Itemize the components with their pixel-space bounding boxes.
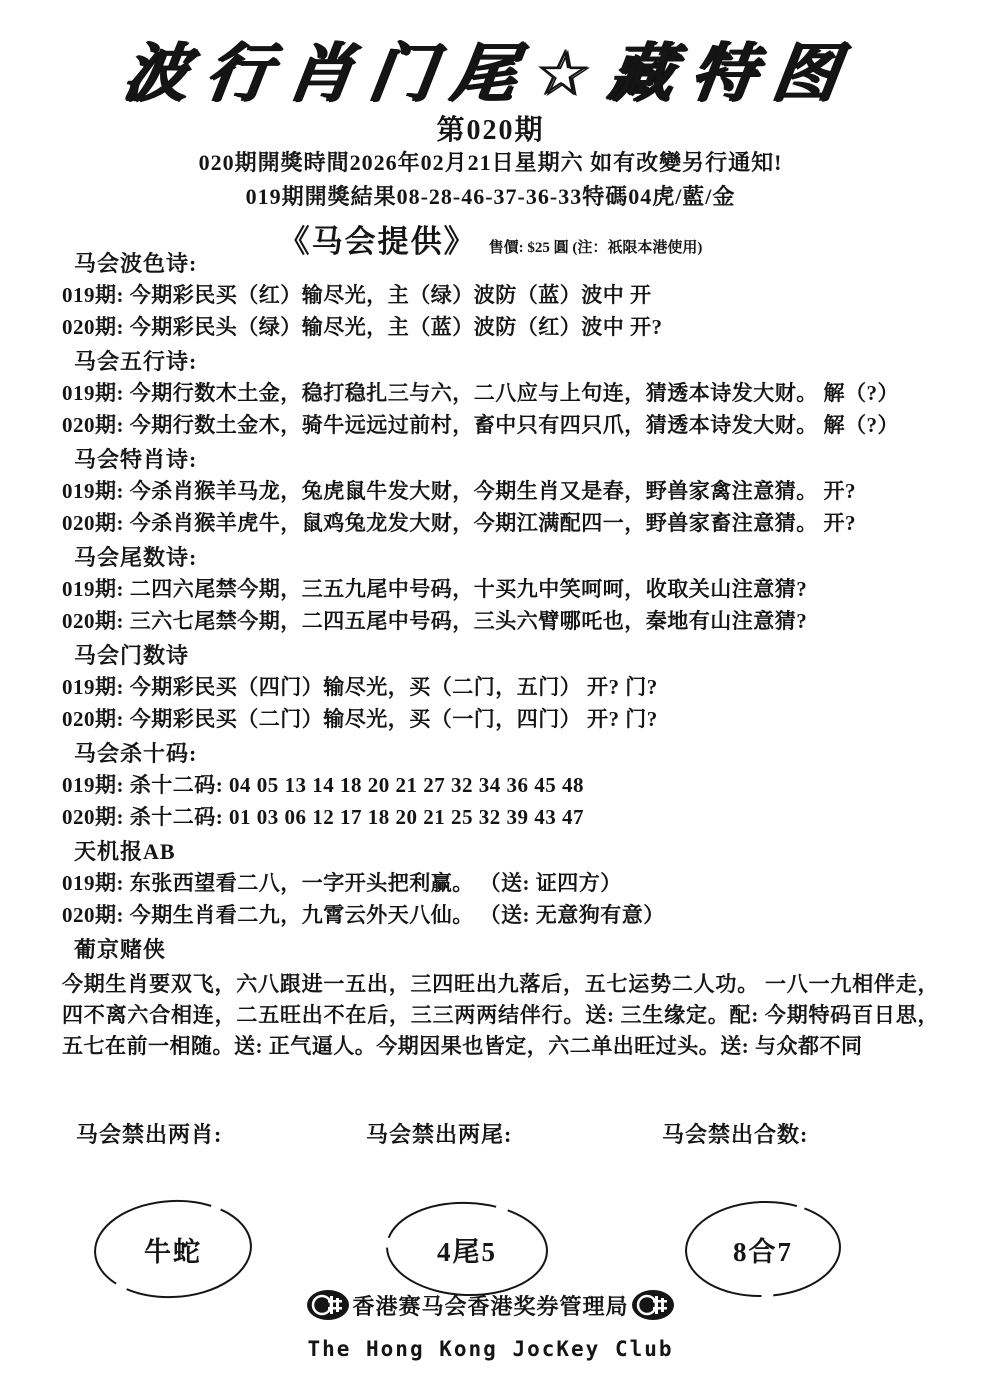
poem-line: 019期: 今期行数木土金，稳打稳扎三与六，二八应与上句连，猜透本诗发大财。 解（?） <box>62 381 899 405</box>
forbidden-heading: 马会禁出合数: <box>662 1122 809 1147</box>
forbidden-value: 8合7 <box>733 1237 793 1267</box>
poem-line: 019期: 今期彩民买（四门）输尽光，买（二门，五门） 开? 门? <box>62 675 658 699</box>
footer-org-row <box>306 1288 674 1322</box>
section-tianji-report <box>62 840 939 928</box>
section-heading: 马会尾数诗: <box>74 545 198 570</box>
poem-sections <box>62 252 939 1072</box>
poem-line: 020期: 今期行数土金木，骑牛远远过前村，畜中只有四只爪，猜透本诗发大财。 解（?） <box>62 413 899 437</box>
jockey-club-logo-left <box>306 1288 350 1322</box>
forbidden-oval <box>88 1197 258 1302</box>
poem-line: 020期: 今杀肖猴羊虎牛，鼠鸡兔龙发大财，今期江满配四一，野兽家畜注意猜。 开? <box>62 511 856 535</box>
section-gate-number-poem <box>62 644 939 732</box>
poem-line: 020期: 今期生肖看二九，九霄云外天八仙。 （送: 无意狗有意） <box>62 903 665 927</box>
price-note: 售價: $25 圓 (注：祇限本港使用) <box>488 240 703 256</box>
jockey-club-logo-right <box>631 1288 675 1322</box>
forbidden-two-zodiacs <box>58 1118 288 1302</box>
forbidden-sum-number <box>648 1118 878 1302</box>
poem-line: 020期: 今期彩民买（二门）输尽光，买（一门，四门） 开? 门? <box>62 707 658 731</box>
page-title: 波行肖门尾☆藏特图 <box>118 37 861 111</box>
poem-line: 019期: 今杀肖猴羊马龙，兔虎鼠牛发大财，今期生肖又是春，野兽家禽注意猜。 开? <box>62 479 856 503</box>
section-heading: 马会波色诗: <box>74 251 198 276</box>
section-heading: 天机报AB <box>74 839 176 864</box>
section-pujing-gambler <box>62 938 939 1062</box>
poem-line: 020期: 三六七尾禁今期，二四五尾中号码，三头六臂哪吒也，秦地有山注意猜? <box>62 609 808 633</box>
section-wave-color-poem <box>62 252 939 340</box>
poem-line: 019期: 二四六尾禁今期，三五九尾中号码，十买九中笑呵呵，收取关山注意猜? <box>62 577 808 601</box>
forbidden-oval <box>678 1197 848 1302</box>
issue-number: 第020期 <box>436 115 545 146</box>
poem-line: 019期: 东张西望看二八，一字开头把利赢。 （送: 证四方） <box>62 871 622 895</box>
gambler-paragraph: 今期生肖要双飞，六八跟进一五出，三四旺出九落后，五七运势二人功。 一八一九相伴走，四不离六合相连，二五旺出不在后，三三两两结伴行。送: 三生缘定。配: 今期特码百日思，五七在前一相随。送: 正气逼人。今期因果也皆定，六二单出旺过头。送: 与众都不同 <box>62 972 939 1058</box>
section-tail-number-poem <box>62 546 939 634</box>
kill-codes-line: 019期: 杀十二码: 04 05 13 14 18 20 21 27 32 34 36 45 48 <box>62 773 584 797</box>
footer-org-cn: 香港赛马会香港奖券管理局 <box>352 1293 629 1319</box>
forbidden-heading: 马会禁出两肖: <box>76 1122 223 1147</box>
forbidden-value: 牛蛇 <box>144 1237 202 1267</box>
forbidden-oval <box>382 1197 552 1302</box>
section-kill-codes <box>62 742 939 830</box>
poem-line: 020期: 今期彩民头（绿）输尽光，主（蓝）波防（红）波中 开? <box>62 315 663 339</box>
provider-name: 《马会提供》 <box>278 224 477 259</box>
section-heading: 马会门数诗 <box>74 643 190 668</box>
footer-org-en: The Hong Kong JocKey Club <box>307 1337 674 1361</box>
section-heading: 马会五行诗: <box>74 349 198 374</box>
section-heading: 马会特肖诗: <box>74 447 198 472</box>
poem-line: 019期: 今期彩民买（红）输尽光，主（绿）波防（蓝）波中 开 <box>62 283 652 307</box>
forbidden-two-tails <box>352 1118 582 1302</box>
forbidden-value: 4尾5 <box>437 1237 497 1267</box>
footer <box>0 1288 981 1361</box>
draw-time-line: 020期開獎時間2026年02月21日星期六 如有改變另行通知! <box>198 150 783 175</box>
forbidden-heading: 马会禁出两尾: <box>366 1122 513 1147</box>
section-heading: 葡京赌侠 <box>74 937 167 962</box>
kill-codes-line: 020期: 杀十二码: 01 03 06 12 17 18 20 21 25 32 39 43 47 <box>62 805 584 829</box>
last-result-line: 019期開獎結果08-28-46-37-36-33特碼04虎/藍/金 <box>245 184 736 209</box>
section-five-elements-poem <box>62 350 939 438</box>
section-special-zodiac-poem <box>62 448 939 536</box>
section-heading: 马会杀十码: <box>74 741 198 766</box>
